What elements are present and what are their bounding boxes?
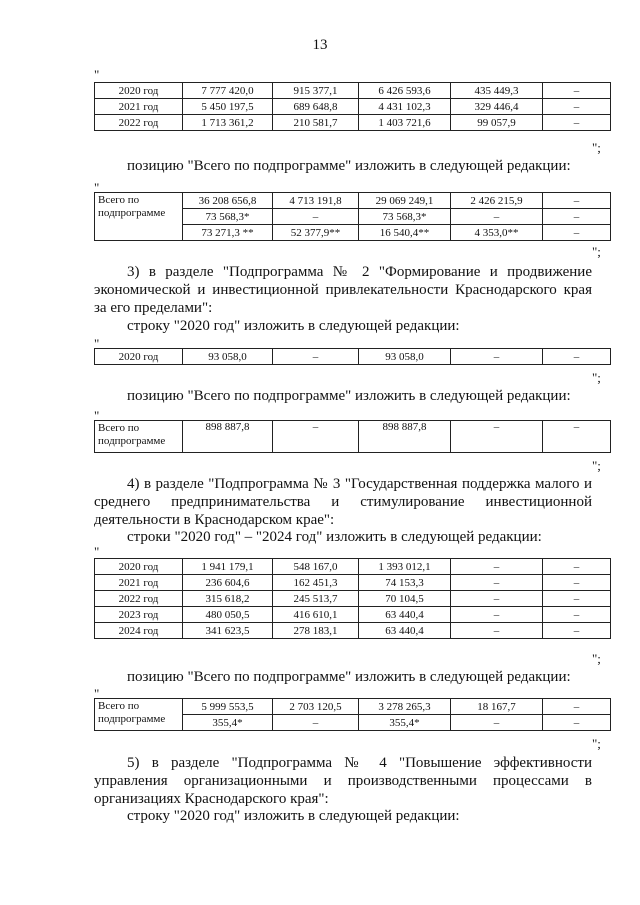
page-number: 13	[312, 37, 328, 53]
table-cell: 2 703 120,5	[273, 699, 359, 715]
table-cell: 5 450 197,5	[183, 99, 273, 115]
table-row	[95, 349, 611, 365]
row-label: Всего по подпрограмме	[95, 699, 183, 731]
paragraph: 4) в разделе "Подпрограмма № 3 "Государственная поддержка малого и среднего предпринимательства и стимулирование инвестиционной деятельности в Краснодарском крае":	[94, 476, 592, 528]
table-cell: 16 540,4**	[359, 225, 451, 241]
table-cell: –	[543, 575, 611, 591]
table-total-subprogram-2	[94, 420, 611, 453]
table-cell: 278 183,1	[273, 623, 359, 639]
table-cell: –	[273, 349, 359, 365]
table-cell: 245 513,7	[273, 591, 359, 607]
table-cell: 18 167,7	[451, 699, 543, 715]
table-cell: 70 104,5	[359, 591, 451, 607]
paragraph: позицию "Всего по подпрограмме" изложить в следующей редакции:	[127, 158, 571, 174]
table-cell: –	[543, 715, 611, 731]
table-total-subprogram-3	[94, 698, 611, 731]
table-cell: –	[543, 225, 611, 241]
table-row	[95, 699, 611, 715]
paragraph: 5) в разделе "Подпрограмма № 4 "Повышение эффективности управления организационными и производственными процессами в организациях Краснодарского края":	[94, 755, 592, 807]
table-row	[95, 115, 611, 131]
table-cell: –	[451, 607, 543, 623]
paragraph: строки "2020 год" – "2024 год" изложить в следующей редакции:	[127, 529, 542, 545]
table-cell: 210 581,7	[273, 115, 359, 131]
table-cell: –	[451, 623, 543, 639]
table-cell: –	[543, 99, 611, 115]
row-label: Всего по подпрограмме	[95, 421, 183, 453]
table-cell: 93 058,0	[183, 349, 273, 365]
table-cell: –	[543, 559, 611, 575]
table-row	[95, 421, 611, 453]
table-cell: 4 353,0**	[451, 225, 543, 241]
table-total-subprogram-1	[94, 192, 611, 241]
table-cell: 898 887,8	[183, 421, 273, 453]
table-cell: 6 426 593,6	[359, 83, 451, 99]
table-cell: 4 713 191,8	[273, 193, 359, 209]
table-years-subprogram-1	[94, 82, 611, 131]
close-quote: ";	[592, 736, 601, 751]
table-cell: –	[543, 421, 611, 453]
open-quote: "	[94, 544, 100, 559]
table-cell: 2022 год	[95, 591, 183, 607]
table-cell: 63 440,4	[359, 607, 451, 623]
table-cell: –	[543, 349, 611, 365]
open-quote: "	[94, 336, 100, 351]
table-cell: –	[543, 83, 611, 99]
close-quote: ";	[592, 458, 601, 473]
close-quote: ";	[592, 244, 601, 259]
table-cell: –	[543, 607, 611, 623]
table-row	[95, 83, 611, 99]
table-cell: –	[543, 115, 611, 131]
open-quote: "	[94, 408, 100, 423]
paragraph: строку "2020 год" изложить в следующей редакции:	[127, 318, 460, 334]
table-cell: 236 604,6	[183, 575, 273, 591]
table-cell: –	[543, 193, 611, 209]
table-cell: 29 069 249,1	[359, 193, 451, 209]
table-cell: 480 050,5	[183, 607, 273, 623]
table-cell: –	[451, 559, 543, 575]
table-cell: 315 618,2	[183, 591, 273, 607]
table-cell: 341 623,5	[183, 623, 273, 639]
table-cell: 2021 год	[95, 575, 183, 591]
table-cell: 1 393 012,1	[359, 559, 451, 575]
table-cell: –	[543, 623, 611, 639]
table-year-subprogram-2	[94, 348, 611, 365]
paragraph: позицию "Всего по подпрограмме" изложить в следующей редакции:	[127, 388, 571, 404]
table-cell: 898 887,8	[359, 421, 451, 453]
table-row	[95, 559, 611, 575]
table-cell: 2024 год	[95, 623, 183, 639]
paragraph: строку "2020 год" изложить в следующей редакции:	[127, 808, 460, 824]
table-cell: 63 440,4	[359, 623, 451, 639]
table-cell: 36 208 656,8	[183, 193, 273, 209]
table-row	[95, 623, 611, 639]
open-quote: "	[94, 686, 100, 701]
table-cell: –	[543, 699, 611, 715]
table-cell: –	[273, 715, 359, 731]
table-row	[95, 591, 611, 607]
table-cell: –	[451, 591, 543, 607]
table-cell: 2 426 215,9	[451, 193, 543, 209]
close-quote: ";	[592, 140, 601, 155]
table-years-subprogram-3	[94, 558, 611, 639]
table-cell: 689 648,8	[273, 99, 359, 115]
table-cell: 915 377,1	[273, 83, 359, 99]
table-cell: 2021 год	[95, 99, 183, 115]
close-quote: ";	[592, 651, 601, 666]
table-cell: –	[451, 715, 543, 731]
table-row	[95, 193, 611, 209]
table-cell: 1 941 179,1	[183, 559, 273, 575]
table-cell: 99 057,9	[451, 115, 543, 131]
close-quote: ";	[592, 370, 601, 385]
table-cell: 5 999 553,5	[183, 699, 273, 715]
table-cell: –	[451, 421, 543, 453]
table-cell: 1 713 361,2	[183, 115, 273, 131]
open-quote: "	[94, 180, 100, 195]
table-cell: 73 568,3*	[359, 209, 451, 225]
table-cell: 355,4*	[183, 715, 273, 731]
table-cell: 416 610,1	[273, 607, 359, 623]
row-label: Всего по подпрограмме	[95, 193, 183, 241]
table-cell: 2020 год	[95, 349, 183, 365]
table-cell: 74 153,3	[359, 575, 451, 591]
table-cell: 435 449,3	[451, 83, 543, 99]
table-cell: 3 278 265,3	[359, 699, 451, 715]
table-cell: 1 403 721,6	[359, 115, 451, 131]
table-cell: –	[451, 349, 543, 365]
table-cell: 4 431 102,3	[359, 99, 451, 115]
table-cell: 2020 год	[95, 559, 183, 575]
table-cell: 73 271,3 **	[183, 225, 273, 241]
table-row	[95, 607, 611, 623]
table-cell: 2022 год	[95, 115, 183, 131]
table-cell: 548 167,0	[273, 559, 359, 575]
table-cell: –	[543, 591, 611, 607]
table-cell: 52 377,9**	[273, 225, 359, 241]
table-cell: 73 568,3*	[183, 209, 273, 225]
table-row	[95, 575, 611, 591]
table-cell: –	[273, 209, 359, 225]
table-cell: 355,4*	[359, 715, 451, 731]
table-cell: –	[543, 209, 611, 225]
paragraph: позицию "Всего по подпрограмме" изложить в следующей редакции:	[127, 669, 571, 685]
table-cell: 2023 год	[95, 607, 183, 623]
paragraph: 3) в разделе "Подпрограмма № 2 "Формирование и продвижение экономической и инвестиционной привлекательности Краснодарского края за его пределами":	[94, 264, 592, 316]
table-cell: –	[451, 209, 543, 225]
table-cell: 329 446,4	[451, 99, 543, 115]
table-cell: 2020 год	[95, 83, 183, 99]
open-quote: "	[94, 67, 100, 82]
table-cell: –	[451, 575, 543, 591]
table-cell: –	[273, 421, 359, 453]
table-cell: 7 777 420,0	[183, 83, 273, 99]
table-cell: 93 058,0	[359, 349, 451, 365]
table-row	[95, 99, 611, 115]
table-cell: 162 451,3	[273, 575, 359, 591]
